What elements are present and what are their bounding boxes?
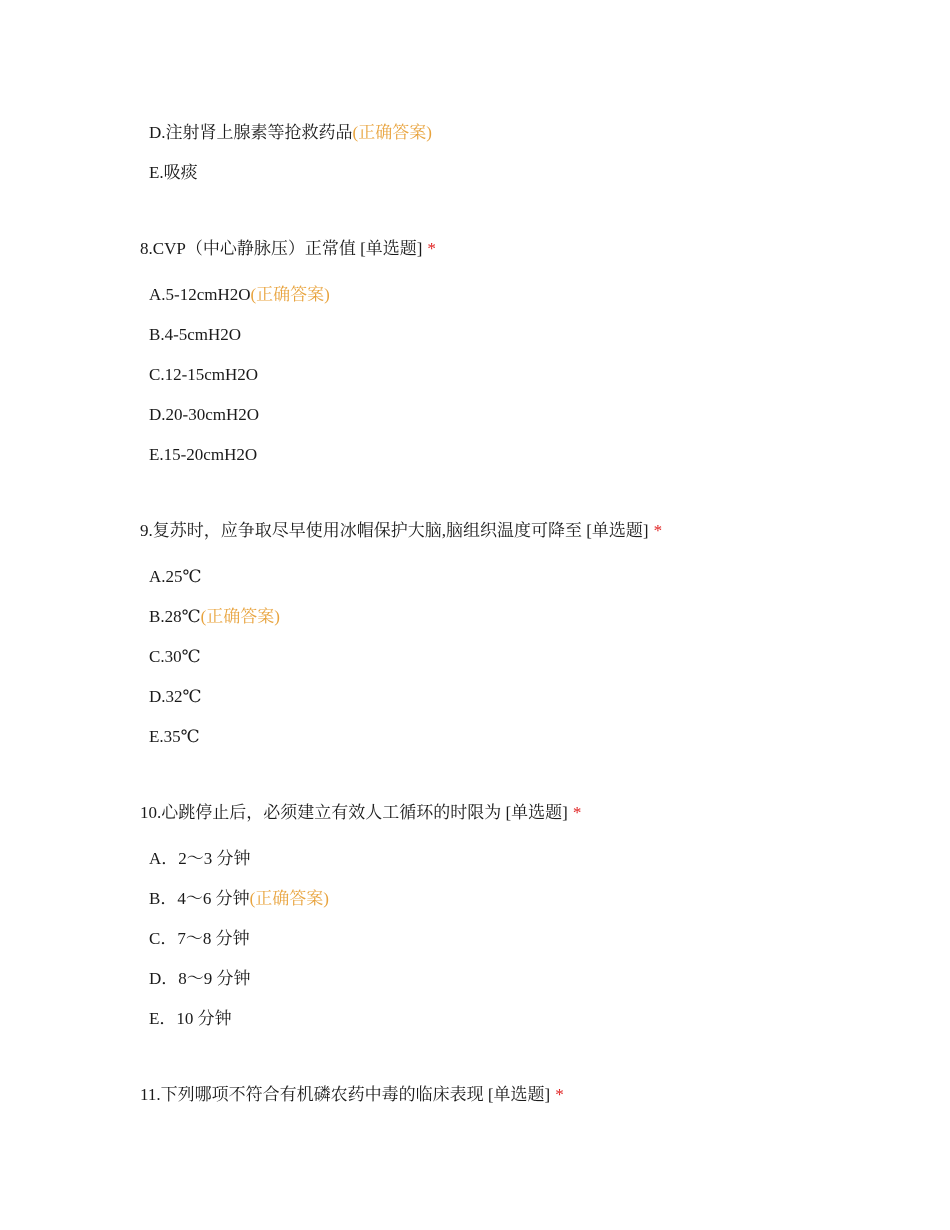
option-text: E.吸痰 (149, 163, 198, 182)
question-type: [单选题] (586, 521, 649, 540)
option-text: E.35℃ (149, 727, 200, 746)
option-text: C.30℃ (149, 647, 201, 666)
required-marker: * (653, 521, 663, 540)
option-item (149, 606, 280, 628)
question-title (140, 520, 662, 542)
option-item (149, 968, 251, 990)
option-text: D.20-30cmH2O (149, 405, 260, 424)
correct-answer-marker: (正确答案) (200, 607, 280, 626)
question-title (140, 1084, 564, 1106)
option-item (149, 646, 201, 668)
option-text: D．8～9 分钟 (149, 969, 251, 988)
option-text: A.25℃ (149, 567, 202, 586)
required-marker: * (572, 803, 582, 822)
option-item (149, 928, 250, 950)
option-item (149, 284, 330, 306)
option-item (149, 726, 200, 748)
option-item (149, 686, 202, 708)
required-marker: * (555, 1085, 564, 1104)
question-text: 8.CVP（中心静脉压）正常值 (140, 239, 356, 258)
option-item (149, 444, 257, 466)
option-text: E．10 分钟 (149, 1009, 232, 1028)
correct-answer-marker: (正确答案) (352, 123, 432, 142)
question-type: [单选题] (505, 803, 568, 822)
option-text: C．7～8 分钟 (149, 929, 250, 948)
option-text: A．2～3 分钟 (149, 849, 251, 868)
option-item (149, 404, 259, 426)
option-item (149, 888, 329, 910)
option-text: A.5-12cmH2O (149, 285, 251, 304)
required-marker: * (427, 239, 436, 258)
option-item (149, 848, 251, 870)
option-item (149, 364, 258, 386)
option-text: E.15-20cmH2O (149, 445, 258, 464)
question-type: [单选题] (360, 239, 423, 258)
question-type: [单选题] (487, 1085, 551, 1104)
correct-answer-marker: (正确答案) (250, 285, 330, 304)
option-text: C.12-15cmH2O (149, 365, 259, 384)
question-title (140, 238, 436, 260)
question-text: 10.心跳停止后，必须建立有效人工循环的时限为 (140, 803, 502, 822)
option-item (149, 122, 432, 144)
option-text: B.4-5cmH2O (149, 325, 242, 344)
correct-answer-marker: (正确答案) (249, 889, 329, 908)
option-item (149, 162, 198, 184)
option-item (149, 1008, 232, 1030)
option-item (149, 324, 241, 346)
option-text: B．4～6 分钟 (149, 889, 250, 908)
option-item (149, 566, 202, 588)
question-text: 9.复苏时，应争取尽早使用冰帽保护大脑,脑组织温度可降至 (140, 521, 582, 540)
option-text: D.注射肾上腺素等抢救药品 (149, 123, 353, 142)
option-text: D.32℃ (149, 687, 202, 706)
question-title (140, 802, 581, 824)
option-text: B.28℃ (149, 607, 201, 626)
question-text: 11.下列哪项不符合有机磷农药中毒的临床表现 (140, 1085, 484, 1104)
